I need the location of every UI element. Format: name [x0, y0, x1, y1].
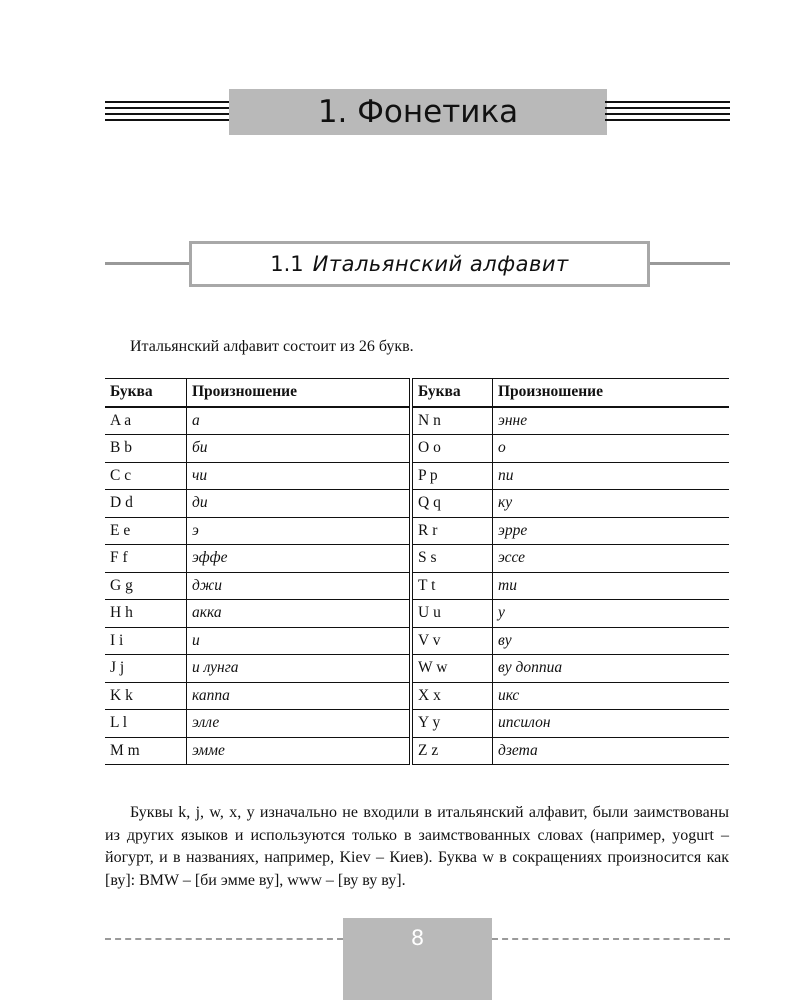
- table-header-row: [105, 379, 729, 407]
- cell-pronunciation: чи: [187, 462, 412, 490]
- cell-pronunciation: ку: [493, 490, 730, 518]
- cell-letter: I i: [105, 627, 187, 655]
- header-pronunciation-2: Произношение: [493, 379, 730, 407]
- cell-letter: M m: [105, 737, 187, 765]
- section-title: Итальянский алфавит: [312, 252, 569, 276]
- cell-letter: W w: [411, 655, 493, 683]
- cell-letter: U u: [411, 600, 493, 628]
- cell-pronunciation: ди: [187, 490, 412, 518]
- cell-pronunciation: би: [187, 435, 412, 463]
- table-row: [105, 682, 729, 710]
- cell-letter: X x: [411, 682, 493, 710]
- cell-pronunciation: эмме: [187, 737, 412, 765]
- table-row: [105, 655, 729, 683]
- cell-letter: B b: [105, 435, 187, 463]
- cell-pronunciation: акка: [187, 600, 412, 628]
- cell-pronunciation: дзета: [493, 737, 730, 765]
- header-letter-1: Буква: [105, 379, 187, 407]
- chapter-header: [105, 89, 730, 135]
- table-row: [105, 600, 729, 628]
- cell-letter: S s: [411, 545, 493, 573]
- table-row: [105, 572, 729, 600]
- chapter-title: 1. Фонетика: [229, 89, 607, 135]
- table-row: [105, 407, 729, 435]
- cell-letter: G g: [105, 572, 187, 600]
- cell-letter: L l: [105, 710, 187, 738]
- cell-letter: C c: [105, 462, 187, 490]
- cell-letter: Y y: [411, 710, 493, 738]
- cell-letter: Q q: [411, 490, 493, 518]
- header-letter-2: Буква: [411, 379, 493, 407]
- note-paragraph: Буквы k, j, w, x, y изначально не входили в итальянский алфавит, были заимствованы из других языков и используются только в заимствованных словах (например, yogurt – йогурт, и в названиях, например, Kiev – Киев). Буква w в сокращениях произносится как [ву]: BMW – [би эмме ву], www – [ву ву ву].: [105, 804, 729, 889]
- footer-dash-left: [105, 938, 343, 940]
- cell-letter: P p: [411, 462, 493, 490]
- cell-letter: R r: [411, 517, 493, 545]
- cell-letter: E e: [105, 517, 187, 545]
- table-row: [105, 627, 729, 655]
- page-number: 8: [343, 918, 492, 1000]
- cell-pronunciation: о: [493, 435, 730, 463]
- cell-pronunciation: ву: [493, 627, 730, 655]
- table-row: [105, 710, 729, 738]
- cell-letter: N n: [411, 407, 493, 435]
- section-rule-right: [650, 262, 730, 265]
- table-row: [105, 435, 729, 463]
- table-row: [105, 517, 729, 545]
- cell-pronunciation: ву доппиа: [493, 655, 730, 683]
- cell-pronunciation: каппа: [187, 682, 412, 710]
- table-row: [105, 462, 729, 490]
- cell-pronunciation: у: [493, 600, 730, 628]
- cell-letter: A a: [105, 407, 187, 435]
- table-row: [105, 545, 729, 573]
- table-body: [105, 407, 729, 765]
- decorative-stripes-right: [605, 101, 730, 123]
- cell-pronunciation: элле: [187, 710, 412, 738]
- intro-text: Итальянский алфавит состоит из 26 букв.: [130, 338, 414, 355]
- cell-letter: O o: [411, 435, 493, 463]
- alphabet-table: [105, 378, 729, 765]
- cell-pronunciation: а: [187, 407, 412, 435]
- cell-pronunciation: ти: [493, 572, 730, 600]
- cell-pronunciation: эссе: [493, 545, 730, 573]
- cell-pronunciation: джи: [187, 572, 412, 600]
- cell-letter: K k: [105, 682, 187, 710]
- table-row: [105, 737, 729, 765]
- cell-pronunciation: эрре: [493, 517, 730, 545]
- decorative-stripes-left: [105, 101, 230, 123]
- cell-pronunciation: ипсилон: [493, 710, 730, 738]
- cell-letter: J j: [105, 655, 187, 683]
- cell-letter: F f: [105, 545, 187, 573]
- cell-letter: T t: [411, 572, 493, 600]
- footer-dash-right: [492, 938, 730, 940]
- cell-pronunciation: икс: [493, 682, 730, 710]
- cell-letter: V v: [411, 627, 493, 655]
- cell-letter: Z z: [411, 737, 493, 765]
- cell-pronunciation: эффе: [187, 545, 412, 573]
- cell-pronunciation: пи: [493, 462, 730, 490]
- cell-letter: H h: [105, 600, 187, 628]
- table-row: [105, 490, 729, 518]
- section-header: [105, 241, 730, 287]
- cell-pronunciation: э: [187, 517, 412, 545]
- section-title-box: [189, 241, 650, 287]
- cell-letter: D d: [105, 490, 187, 518]
- section-rule-left: [105, 262, 189, 265]
- section-number: 1.1: [270, 252, 304, 276]
- cell-pronunciation: и лунга: [187, 655, 412, 683]
- cell-pronunciation: энне: [493, 407, 730, 435]
- header-pronunciation-1: Произношение: [187, 379, 412, 407]
- cell-pronunciation: и: [187, 627, 412, 655]
